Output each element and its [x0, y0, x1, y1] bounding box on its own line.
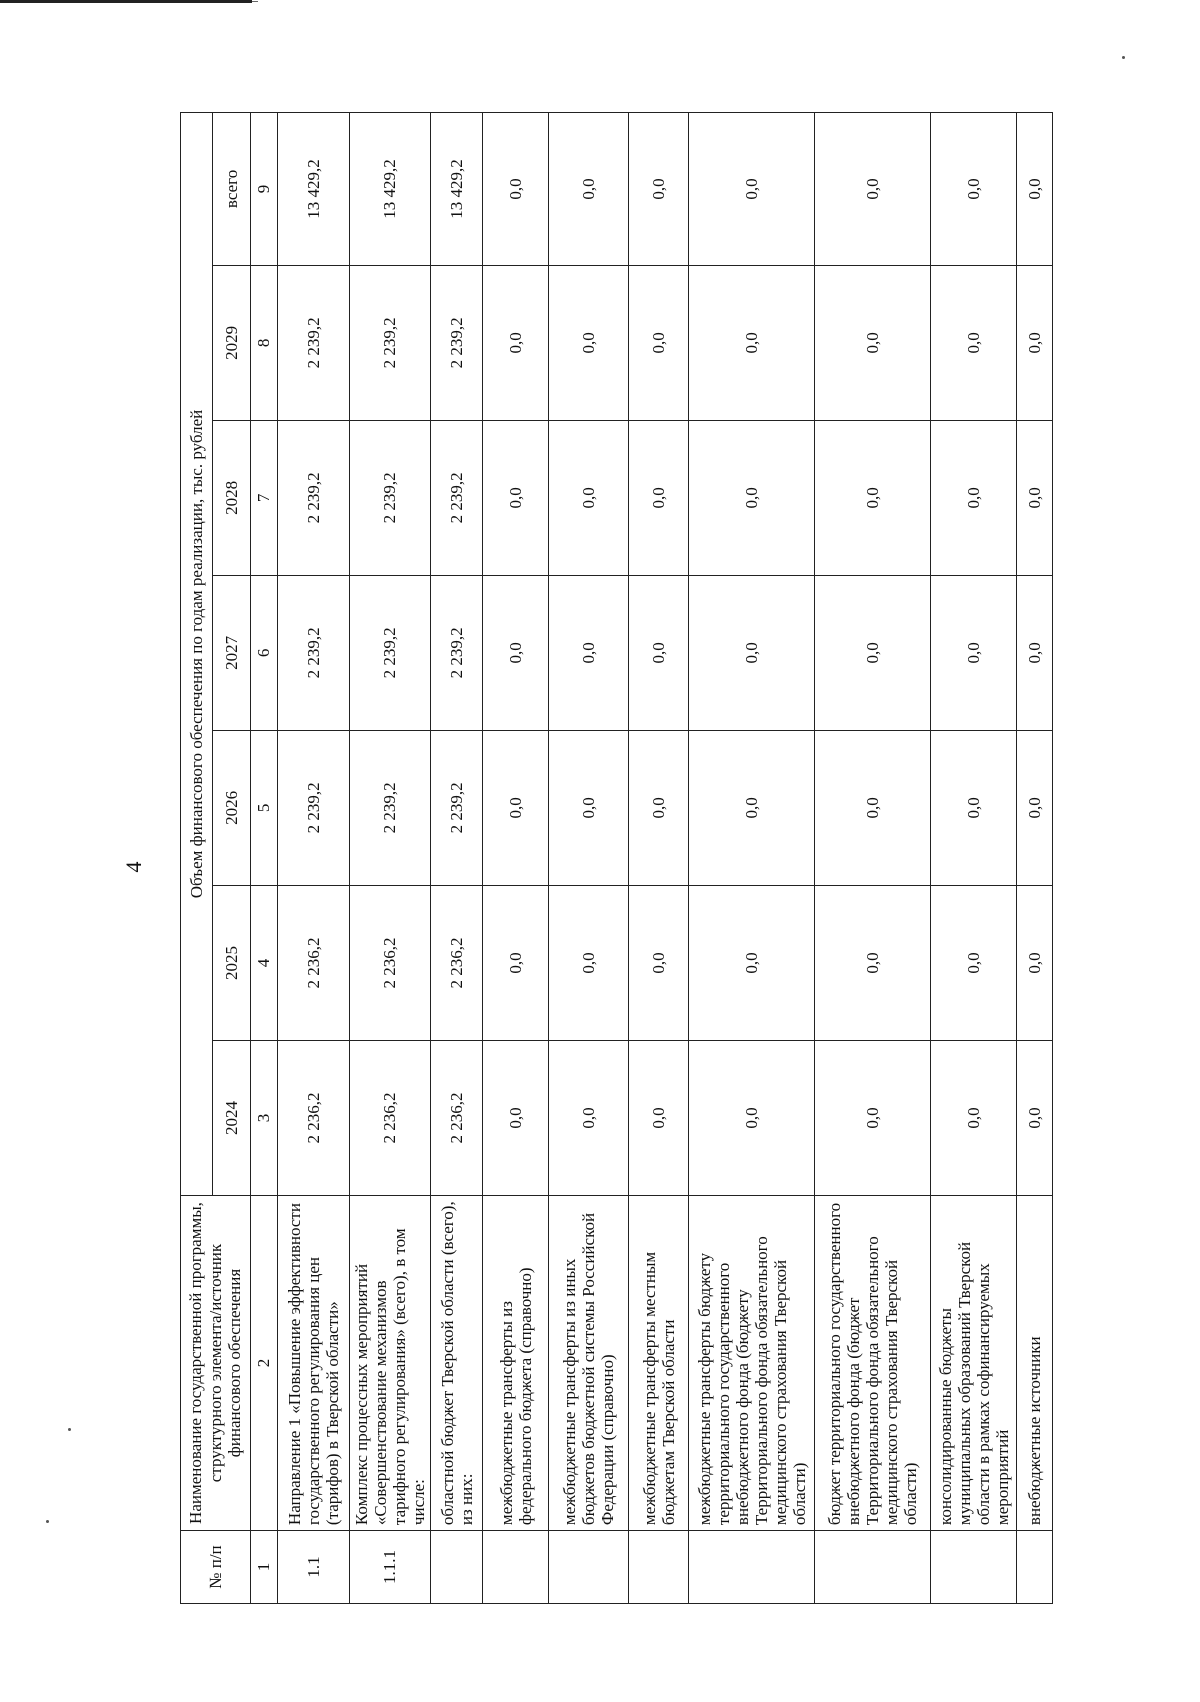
header-year: 2024 — [213, 1040, 251, 1195]
header-year: 2027 — [213, 575, 251, 730]
scan-edge-mark — [0, 0, 252, 3]
row-value: 2 239,2 — [278, 575, 350, 730]
row-value: 0,0 — [689, 730, 815, 885]
header-year: 2029 — [213, 265, 251, 420]
column-number: 1 — [251, 1531, 278, 1604]
row-value: 0,0 — [483, 1040, 549, 1195]
column-number-row — [251, 113, 278, 1604]
row-value: 0,0 — [689, 265, 815, 420]
row-value: 2 239,2 — [278, 265, 350, 420]
header-row-1 — [181, 113, 213, 1604]
row-value: 0,0 — [629, 575, 689, 730]
row-value: 0,0 — [1017, 575, 1053, 730]
row-value: 0,0 — [689, 575, 815, 730]
row-value: 2 239,2 — [431, 575, 483, 730]
header-year: 2026 — [213, 730, 251, 885]
row-value: 2 239,2 — [431, 730, 483, 885]
scan-speck — [46, 1520, 49, 1523]
row-number — [1017, 1531, 1053, 1604]
column-number: 4 — [251, 885, 278, 1040]
row-value: 2 239,2 — [278, 420, 350, 575]
column-number: 8 — [251, 265, 278, 420]
row-value: 0,0 — [815, 265, 931, 420]
row-value: 0,0 — [815, 420, 931, 575]
row-value: 0,0 — [815, 885, 931, 1040]
row-value: 0,0 — [629, 1040, 689, 1195]
row-value: 2 236,2 — [431, 1040, 483, 1195]
row-value: 0,0 — [815, 1040, 931, 1195]
row-name: межбюджетные трансферты бюджету территориального государственного внебюджетного фонда (бюджету Территориального фонда обязательного медицинского страхования Тверской области) — [689, 1195, 815, 1530]
row-name: межбюджетные трансферты местным бюджетам Тверской области — [629, 1195, 689, 1530]
row-total: 0,0 — [689, 113, 815, 266]
row-value: 2 236,2 — [350, 885, 431, 1040]
row-value: 0,0 — [629, 885, 689, 1040]
row-number — [815, 1531, 931, 1604]
row-number: 1.1.1 — [350, 1531, 431, 1604]
row-name: бюджет территориального государственного внебюджетного фонда (бюджет Территориального фонда обязательного медицинского страхования Тверской области) — [815, 1195, 931, 1530]
row-number — [689, 1531, 815, 1604]
row-total: 13 429,2 — [278, 113, 350, 266]
row-name: Комплекс процессных мероприятий «Совершенствование механизмов тарифного регулирования» (всего), в том числе: — [350, 1195, 431, 1530]
row-number — [431, 1531, 483, 1604]
funding-table — [180, 112, 1053, 1604]
row-name: Направление 1 «Повышение эффективности государственного регулирования цен (тарифов) в Тверской области» — [278, 1195, 350, 1530]
row-name: межбюджетные трансферты из иных бюджетов бюджетной системы Российской Федерации (справочно) — [549, 1195, 629, 1530]
row-value: 0,0 — [1017, 1040, 1053, 1195]
row-value: 2 239,2 — [350, 575, 431, 730]
row-total: 0,0 — [549, 113, 629, 266]
table-row — [1017, 113, 1053, 1604]
row-value: 0,0 — [483, 265, 549, 420]
row-value: 0,0 — [689, 1040, 815, 1195]
row-value: 0,0 — [1017, 420, 1053, 575]
table-row — [931, 113, 1017, 1604]
row-value: 2 239,2 — [431, 420, 483, 575]
row-value: 0,0 — [1017, 265, 1053, 420]
row-value: 0,0 — [931, 265, 1017, 420]
row-value: 0,0 — [549, 730, 629, 885]
row-value: 0,0 — [483, 885, 549, 1040]
row-value: 0,0 — [483, 730, 549, 885]
row-value: 0,0 — [549, 885, 629, 1040]
row-number — [549, 1531, 629, 1604]
row-value: 0,0 — [931, 885, 1017, 1040]
table-frame — [180, 112, 1200, 1604]
table-row — [549, 113, 629, 1604]
row-number — [629, 1531, 689, 1604]
table-row — [689, 113, 815, 1604]
column-number: 6 — [251, 575, 278, 730]
column-number: 7 — [251, 420, 278, 575]
row-value: 0,0 — [931, 1040, 1017, 1195]
column-number: 5 — [251, 730, 278, 885]
row-value: 0,0 — [931, 730, 1017, 885]
row-total: 0,0 — [483, 113, 549, 266]
row-value: 0,0 — [931, 575, 1017, 730]
row-value: 0,0 — [815, 575, 931, 730]
row-value: 2 239,2 — [431, 265, 483, 420]
table-row — [815, 113, 931, 1604]
row-name: внебюджетные источники — [1017, 1195, 1053, 1530]
table-row — [278, 113, 350, 1604]
row-total: 13 429,2 — [350, 113, 431, 266]
column-number: 2 — [251, 1195, 278, 1530]
header-year: 2025 — [213, 885, 251, 1040]
row-name: межбюджетные трансферты из федерального бюджета (справочно) — [483, 1195, 549, 1530]
row-value: 2 236,2 — [278, 1040, 350, 1195]
scan-speck — [1122, 56, 1125, 59]
row-value: 2 236,2 — [350, 1040, 431, 1195]
column-number: 9 — [251, 113, 278, 266]
header-volume: Объем финансового обеспечения по годам реализации, тыс. рублей — [181, 113, 213, 1196]
row-value: 2 236,2 — [431, 885, 483, 1040]
row-name: консолидированные бюджеты муниципальных образований Тверской области в рамках софинансируемых мероприятий — [931, 1195, 1017, 1530]
row-value: 0,0 — [931, 420, 1017, 575]
row-value: 2 236,2 — [278, 885, 350, 1040]
scan-edge-mark — [252, 1, 258, 2]
header-name: Наименование государственной программы, структурного элемента/источник финансового обеспечения — [181, 1195, 251, 1530]
row-value: 2 239,2 — [350, 265, 431, 420]
row-value: 2 239,2 — [350, 420, 431, 575]
table-row — [431, 113, 483, 1604]
row-number — [931, 1531, 1017, 1604]
column-number: 3 — [251, 1040, 278, 1195]
row-value: 0,0 — [483, 575, 549, 730]
row-value: 0,0 — [629, 730, 689, 885]
row-name: областной бюджет Тверской области (всего), из них: — [431, 1195, 483, 1530]
header-year: 2028 — [213, 420, 251, 575]
row-value: 2 239,2 — [278, 730, 350, 885]
row-number: 1.1 — [278, 1531, 350, 1604]
header-total: всего — [213, 113, 251, 266]
row-number — [483, 1531, 549, 1604]
row-value: 0,0 — [815, 730, 931, 885]
row-value: 0,0 — [1017, 885, 1053, 1040]
row-total: 0,0 — [1017, 113, 1053, 266]
row-total: 0,0 — [629, 113, 689, 266]
row-value: 0,0 — [549, 1040, 629, 1195]
row-value: 0,0 — [549, 575, 629, 730]
scan-speck — [68, 1428, 71, 1431]
header-no: № п/п — [181, 1531, 251, 1604]
row-value: 0,0 — [483, 420, 549, 575]
row-total: 0,0 — [931, 113, 1017, 266]
table-row — [483, 113, 549, 1604]
table-row — [629, 113, 689, 1604]
page-number: 4 — [121, 861, 146, 873]
row-value: 2 239,2 — [350, 730, 431, 885]
row-total: 0,0 — [815, 113, 931, 266]
row-value: 0,0 — [629, 420, 689, 575]
row-value: 0,0 — [689, 420, 815, 575]
rotated-table-container — [180, 112, 1200, 1604]
row-total: 13 429,2 — [431, 113, 483, 266]
row-value: 0,0 — [549, 265, 629, 420]
row-value: 0,0 — [1017, 730, 1053, 885]
table-row — [350, 113, 431, 1604]
row-value: 0,0 — [549, 420, 629, 575]
row-value: 0,0 — [629, 265, 689, 420]
row-value: 0,0 — [689, 885, 815, 1040]
